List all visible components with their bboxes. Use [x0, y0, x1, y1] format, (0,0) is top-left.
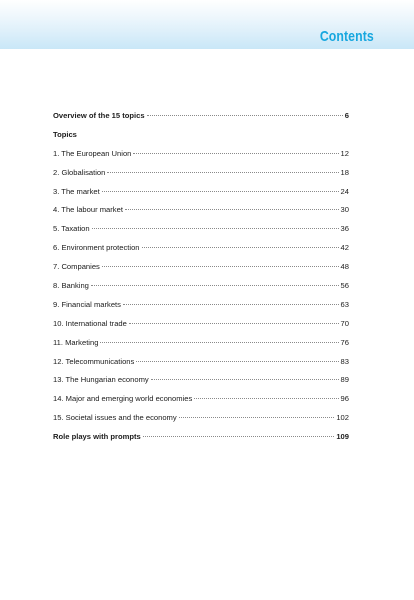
dot-leader [100, 342, 338, 343]
dot-leader [147, 115, 343, 116]
section-label-topics: Topics [53, 129, 77, 139]
toc-entry-label: 11. Marketing [53, 337, 99, 347]
toc-entry-label: 13. The Hungarian economy [53, 375, 149, 385]
dot-leader [102, 266, 339, 267]
toc-entry-page: 76 [340, 337, 349, 347]
toc-entry-topic[interactable] [53, 201, 349, 220]
toc-entry-label: 8. Banking [53, 281, 89, 291]
toc-entry-label: 10. International trade [53, 318, 127, 328]
toc-entry-topic[interactable] [53, 390, 349, 409]
toc-entry-topic[interactable] [53, 277, 349, 296]
toc-entry-page: 12 [340, 148, 349, 158]
toc-entry-overview[interactable] [53, 107, 349, 126]
toc-entry-page: 109 [336, 432, 349, 442]
toc-entry-page: 30 [340, 205, 349, 215]
toc-entry-page: 96 [340, 394, 349, 404]
page-title: Contents [320, 28, 374, 45]
dot-leader [92, 228, 339, 229]
toc-entry-label: 3. The market [53, 186, 100, 196]
toc-entry-label: 5. Taxation [53, 224, 90, 234]
toc-entry-topic[interactable] [53, 353, 349, 372]
toc-entry-topic[interactable] [53, 315, 349, 334]
toc-entry-topic[interactable] [53, 220, 349, 239]
dot-leader [179, 417, 335, 418]
dot-leader [107, 172, 338, 173]
toc-entry-role-plays[interactable] [53, 428, 349, 447]
toc-entry-page: 83 [340, 356, 349, 366]
toc-entry-page: 70 [340, 318, 349, 328]
toc-entry-label: 15. Societal issues and the economy [53, 413, 177, 423]
toc-entry-topic[interactable] [53, 258, 349, 277]
dot-leader [91, 285, 339, 286]
dot-leader [102, 191, 339, 192]
toc-entry-topic[interactable] [53, 183, 349, 202]
toc-entry-page: 42 [340, 243, 349, 253]
dot-leader [125, 209, 339, 210]
toc-entry-label: 4. The labour market [53, 205, 123, 215]
toc-entry-topic[interactable] [53, 145, 349, 164]
toc-entry-label: 7. Companies [53, 262, 100, 272]
toc-entry-page: 36 [340, 224, 349, 234]
table-of-contents [53, 107, 349, 447]
dot-leader [194, 398, 338, 399]
toc-entry-topic[interactable] [53, 239, 349, 258]
dot-leader [143, 436, 335, 437]
toc-entry-page: 63 [340, 299, 349, 309]
toc-entry-topic[interactable] [53, 371, 349, 390]
dot-leader [142, 247, 339, 248]
dot-leader [133, 153, 338, 154]
toc-entry-topic[interactable] [53, 296, 349, 315]
toc-entry-page: 6 [344, 111, 349, 120]
toc-entry-label: 2. Globalisation [53, 167, 106, 177]
toc-entry-label: 9. Financial markets [53, 299, 121, 309]
toc-entry-page: 48 [340, 262, 349, 272]
toc-entry-label: Overview of the 15 topics [53, 111, 145, 120]
dot-leader [151, 379, 339, 380]
toc-entry-label: 1. The European Union [53, 148, 132, 158]
dot-leader [136, 361, 338, 362]
topic-list [53, 145, 349, 428]
dot-leader [129, 323, 339, 324]
toc-entry-label: 12. Telecommunications [53, 356, 135, 366]
toc-entry-page: 89 [340, 375, 349, 385]
toc-entry-page: 102 [336, 413, 349, 423]
toc-entry-page: 18 [340, 167, 349, 177]
toc-entry-topic[interactable] [53, 409, 349, 428]
toc-entry-topic[interactable] [53, 164, 349, 183]
toc-entry-label: Role plays with prompts [53, 432, 141, 442]
toc-entry-label: 6. Environment protection [53, 243, 140, 253]
toc-entry-topic[interactable] [53, 334, 349, 353]
toc-entry-label: 14. Major and emerging world economies [53, 394, 193, 404]
dot-leader [123, 304, 339, 305]
toc-entry-page: 24 [340, 186, 349, 196]
toc-entry-page: 56 [340, 281, 349, 291]
